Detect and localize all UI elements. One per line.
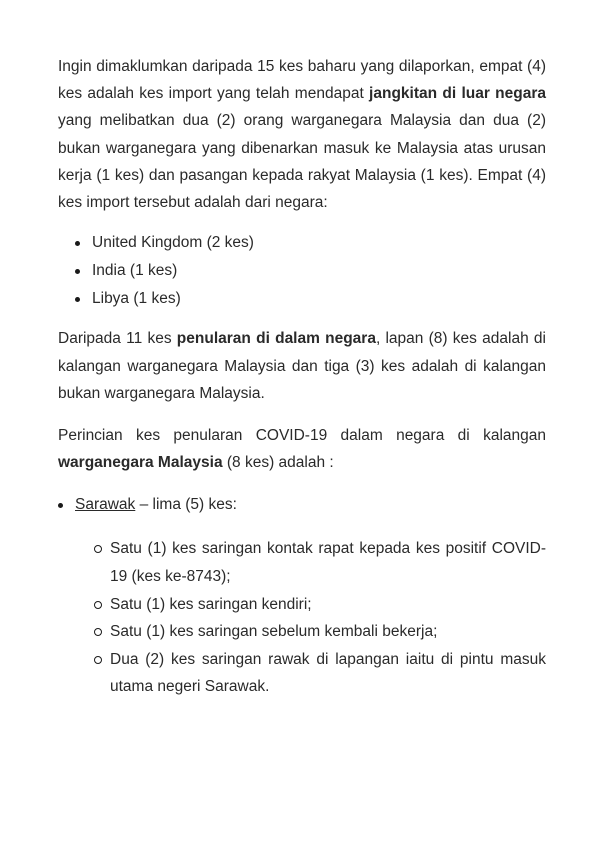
paragraph-text: (8 kes) adalah : [222, 454, 334, 472]
region-item-sarawak [58, 491, 546, 518]
paragraph-text: yang melibatkan dua (2) orang warganegara Malaysia dan dua (2) bukan warganegara yang dibenarkan masuk ke Malaysia atas urusan kerja (1 kes) dan pasangan kepada rakyat Malaysia (1 kes). Empat (4) kes import tersebut adalah dari negara: [58, 112, 546, 212]
list-item: Satu (1) kes saringan kontak rapat kepada kes positif COVID-19 (kes ke-8743); [58, 535, 546, 590]
paragraph-text: Ingin dimaklumkan daripada 15 kes baharu yang dilaporkan, empat (4) kes adalah kes import yang telah mendapat [58, 58, 546, 103]
list-item: India (1 kes) [58, 257, 546, 285]
bold-phrase: jangkitan di luar negara [369, 85, 546, 103]
bold-phrase: warganegara Malaysia [58, 454, 223, 472]
case-detail-list [58, 535, 546, 701]
list-item: Dua (2) kes saringan rawak di lapangan iaitu di pintu masuk utama negeri Sarawak. [58, 646, 546, 701]
list-item: Satu (1) kes saringan sebelum kembali bekerja; [58, 618, 546, 646]
list-item: Libya (1 kes) [58, 285, 546, 313]
region-name: Sarawak [75, 496, 136, 514]
local-transmission-paragraph [58, 325, 546, 407]
list-item: United Kingdom (2 kes) [58, 229, 546, 257]
details-intro-paragraph [58, 422, 546, 476]
import-cases-paragraph [58, 53, 546, 216]
bold-phrase: penularan di dalam negara [176, 330, 376, 348]
country-list [58, 229, 546, 312]
region-case-count: – lima (5) kes: [135, 496, 237, 514]
paragraph-text: Daripada 11 kes [58, 330, 177, 348]
document-page [58, 53, 546, 701]
paragraph-text: Perincian kes penularan COVID-19 dalam negara di kalangan [58, 426, 546, 444]
paragraph-text: , lapan (8) kes adalah di kalangan warganegara Malaysia dan tiga (3) kes adalah di kalangan bukan warganegara Malaysia. [58, 330, 546, 402]
list-item: Satu (1) kes saringan kendiri; [58, 591, 546, 619]
